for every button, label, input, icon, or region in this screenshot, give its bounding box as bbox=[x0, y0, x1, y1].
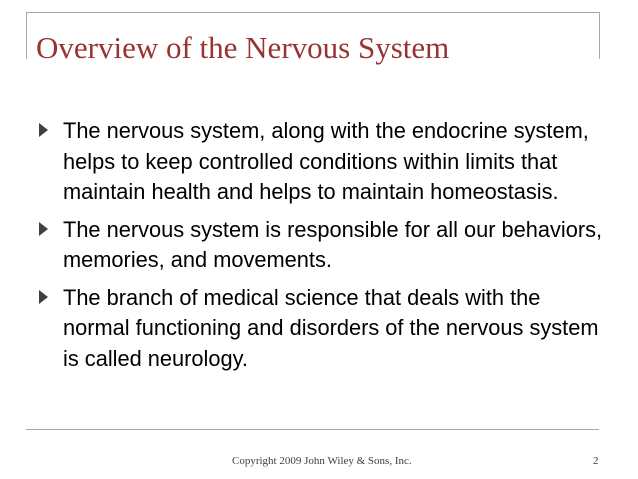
top-rule bbox=[26, 12, 599, 13]
right-corner-rule bbox=[599, 12, 600, 59]
bullet-text: The nervous system, along with the endocrine system, helps to keep controlled conditions within limits that maintain health and helps to maintain homeostasis. bbox=[63, 118, 589, 204]
triangle-bullet-icon bbox=[39, 123, 48, 137]
triangle-bullet-icon bbox=[39, 290, 48, 304]
left-corner-rule bbox=[26, 12, 27, 59]
bullet-list bbox=[36, 116, 611, 381]
triangle-bullet-icon bbox=[39, 222, 48, 236]
bullet-item bbox=[36, 116, 611, 208]
copyright-footer: Copyright 2009 John Wiley & Sons, Inc. bbox=[232, 455, 412, 467]
bullet-text: The nervous system is responsible for all our behaviors, memories, and movements. bbox=[63, 216, 603, 272]
page-number: 2 bbox=[593, 455, 599, 467]
bullet-item bbox=[36, 215, 611, 276]
bullet-item bbox=[36, 283, 611, 375]
slide-title: Overview of the Nervous System bbox=[36, 30, 450, 65]
bullet-text: The branch of medical science that deals with the normal functioning and disorders of the nervous system is called neurology. bbox=[63, 284, 599, 371]
bottom-rule bbox=[26, 429, 599, 430]
